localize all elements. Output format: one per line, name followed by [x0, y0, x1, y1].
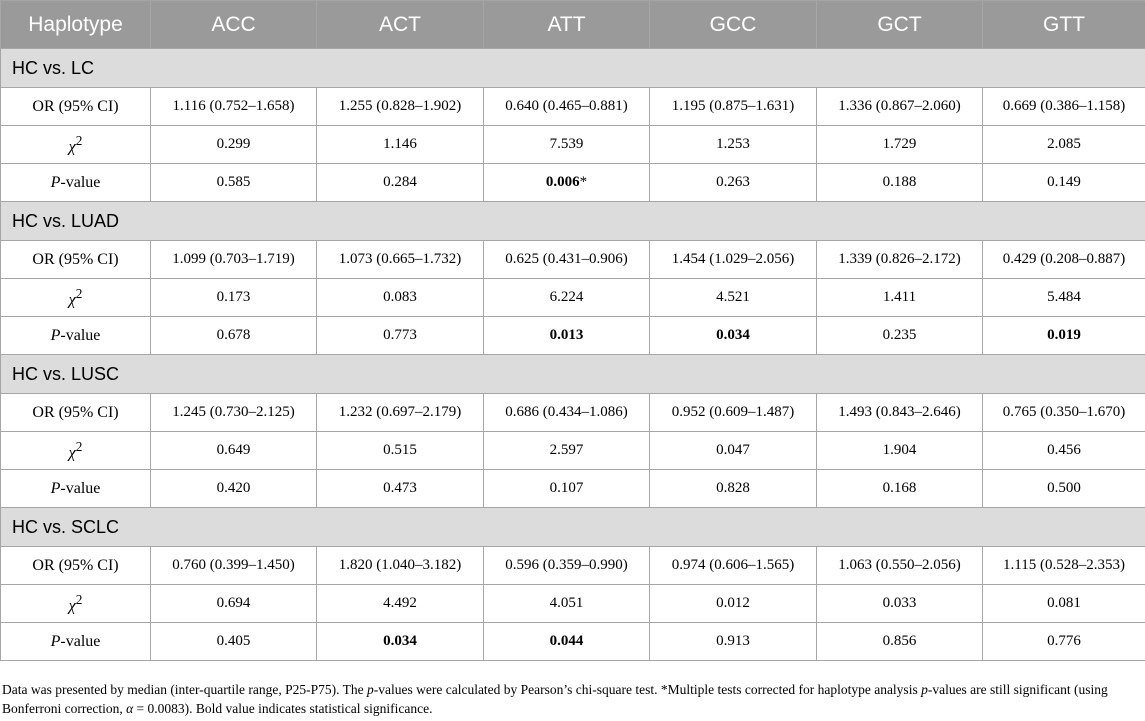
- table-cell: 0.012: [650, 585, 817, 623]
- row-label-or-ci: OR (95% CI): [1, 547, 151, 585]
- table-cell: 1.493 (0.843–2.646): [817, 394, 983, 432]
- table-cell: 0.405: [151, 623, 317, 661]
- row-label-p-value: P-value: [1, 164, 151, 202]
- table-row: [1, 317, 1145, 355]
- table-cell: 0.773: [317, 317, 484, 355]
- table-cell: 0.669 (0.386–1.158): [983, 88, 1145, 126]
- table-cell: 0.013: [484, 317, 650, 355]
- table-cell: 0.044: [484, 623, 650, 661]
- header-cell: GCC: [650, 1, 817, 49]
- table-cell: 0.168: [817, 470, 983, 508]
- table-cell: 1.099 (0.703–1.719): [151, 241, 317, 279]
- table-cell: 0.420: [151, 470, 317, 508]
- group-title: HC vs. SCLC: [1, 508, 1145, 547]
- table-cell: 5.484: [983, 279, 1145, 317]
- table-row: [1, 623, 1145, 661]
- table-cell: 0.765 (0.350–1.670): [983, 394, 1145, 432]
- table-cell: 1.253: [650, 126, 817, 164]
- table-cell: 0.678: [151, 317, 317, 355]
- table-cell: 4.492: [317, 585, 484, 623]
- row-label-or-ci: OR (95% CI): [1, 88, 151, 126]
- table-row: [1, 547, 1145, 585]
- header-cell: ACT: [317, 1, 484, 49]
- row-label-chi2: $\chi^2$: [1, 585, 151, 623]
- table-cell: 1.729: [817, 126, 983, 164]
- table-cell: 0.913: [650, 623, 817, 661]
- table-cell: 0.188: [817, 164, 983, 202]
- table-cell: 0.694: [151, 585, 317, 623]
- group-row: [1, 508, 1145, 547]
- table-cell: 0.776: [983, 623, 1145, 661]
- table-cell: 0.585: [151, 164, 317, 202]
- table-cell: 0.107: [484, 470, 650, 508]
- table-cell: 1.232 (0.697–2.179): [317, 394, 484, 432]
- table-cell: 0.500: [983, 470, 1145, 508]
- header-cell: ATT: [484, 1, 650, 49]
- table-row: [1, 394, 1145, 432]
- row-label-p-value: P-value: [1, 317, 151, 355]
- group-row: [1, 202, 1145, 241]
- header-cell: GTT: [983, 1, 1145, 49]
- group-row: [1, 355, 1145, 394]
- group-title: HC vs. LC: [1, 49, 1145, 88]
- table-cell: 1.063 (0.550–2.056): [817, 547, 983, 585]
- table-cell: 2.085: [983, 126, 1145, 164]
- table-footnote: Data was presented by median (inter-quartile range, P25-P75). The p-values were calculated by Pearson’s chi-square test. *Multiple tests corrected for haplotype analysis p-values are still significant (using Bonferroni correction, α = 0.0083). Bold value indicates statistical significance.: [2, 682, 1108, 716]
- table-cell: 0.047: [650, 432, 817, 470]
- table-cell: 0.828: [650, 470, 817, 508]
- row-label-p-value: P-value: [1, 470, 151, 508]
- table-cell: 1.336 (0.867–2.060): [817, 88, 983, 126]
- table-cell: 1.073 (0.665–1.732): [317, 241, 484, 279]
- table-row: [1, 432, 1145, 470]
- table-cell: 1.245 (0.730–2.125): [151, 394, 317, 432]
- table-row: [1, 470, 1145, 508]
- table-cell: 0.974 (0.606–1.565): [650, 547, 817, 585]
- table-cell: 1.904: [817, 432, 983, 470]
- table-cell: 1.820 (1.040–3.182): [317, 547, 484, 585]
- table-cell: 0.284: [317, 164, 484, 202]
- table-cell: 0.034: [317, 623, 484, 661]
- table-cell: 4.521: [650, 279, 817, 317]
- table-cell: 1.146: [317, 126, 484, 164]
- row-label-or-ci: OR (95% CI): [1, 241, 151, 279]
- asterisk: *: [579, 174, 588, 190]
- table-cell: 0.515: [317, 432, 484, 470]
- table-cell: 4.051: [484, 585, 650, 623]
- header-cell: GCT: [817, 1, 983, 49]
- table-cell: 0.760 (0.399–1.450): [151, 547, 317, 585]
- group-title: HC vs. LUSC: [1, 355, 1145, 394]
- group-row: [1, 49, 1145, 88]
- table-row: [1, 585, 1145, 623]
- table-row: [1, 279, 1145, 317]
- header-cell: ACC: [151, 1, 317, 49]
- header-row: [1, 1, 1145, 49]
- table-row: [1, 88, 1145, 126]
- row-label-chi2: $\chi^2$: [1, 432, 151, 470]
- table-row: [1, 241, 1145, 279]
- table-cell: 0.686 (0.434–1.086): [484, 394, 650, 432]
- table-cell: 0.952 (0.609–1.487): [650, 394, 817, 432]
- table-cell: 1.195 (0.875–1.631): [650, 88, 817, 126]
- table-cell: 0.473: [317, 470, 484, 508]
- table-cell: 0.149: [983, 164, 1145, 202]
- table-cell: 0.429 (0.208–0.887): [983, 241, 1145, 279]
- table-row: [1, 126, 1145, 164]
- table-cell: 0.034: [650, 317, 817, 355]
- table-cell: 1.116 (0.752–1.658): [151, 88, 317, 126]
- table-cell: 1.115 (0.528–2.353): [983, 547, 1145, 585]
- row-label-chi2: $\chi^2$: [1, 126, 151, 164]
- table-cell: 0.625 (0.431–0.906): [484, 241, 650, 279]
- table-cell: 1.255 (0.828–1.902): [317, 88, 484, 126]
- row-label-p-value: P-value: [1, 623, 151, 661]
- table-cell: 0.649: [151, 432, 317, 470]
- table-cell: 6.224: [484, 279, 650, 317]
- row-label-chi2: $\chi^2$: [1, 279, 151, 317]
- table-cell: 0.033: [817, 585, 983, 623]
- table-row: [1, 164, 1145, 202]
- table-cell: 0.081: [983, 585, 1145, 623]
- table-cell: 0.856: [817, 623, 983, 661]
- table-cell: 1.339 (0.826–2.172): [817, 241, 983, 279]
- row-label-or-ci: OR (95% CI): [1, 394, 151, 432]
- table-cell: 0.173: [151, 279, 317, 317]
- table-cell: 0.235: [817, 317, 983, 355]
- table-cell: 0.596 (0.359–0.990): [484, 547, 650, 585]
- group-title: HC vs. LUAD: [1, 202, 1145, 241]
- table-cell: 0.456: [983, 432, 1145, 470]
- table-cell: 0.006*: [484, 164, 650, 202]
- table-cell: 0.019: [983, 317, 1145, 355]
- table-cell: 1.454 (1.029–2.056): [650, 241, 817, 279]
- table-cell: 0.083: [317, 279, 484, 317]
- header-cell: Haplotype: [1, 1, 151, 49]
- table-cell: 1.411: [817, 279, 983, 317]
- table-cell: 0.263: [650, 164, 817, 202]
- table-cell: 2.597: [484, 432, 650, 470]
- table-cell: 7.539: [484, 126, 650, 164]
- table-cell: 0.299: [151, 126, 317, 164]
- table-cell: 0.640 (0.465–0.881): [484, 88, 650, 126]
